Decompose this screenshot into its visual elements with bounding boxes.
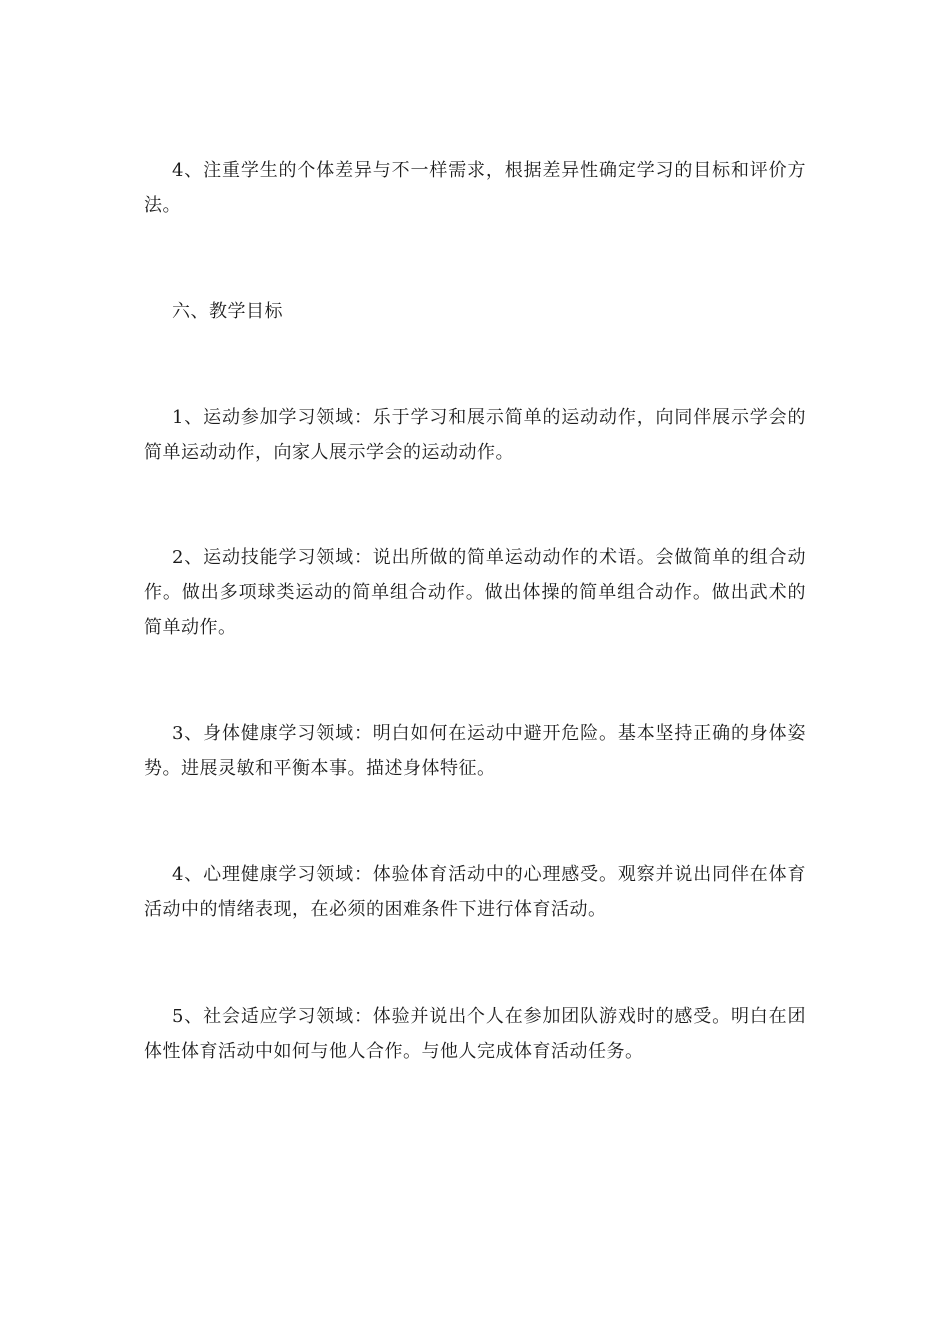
paragraph-sports-skills: 2、运动技能学习领域：说出所做的简单运动动作的术语。会做简单的组合动作。做出多项球类运动的简单组合动作。做出体操的简单组合动作。做出武术的简单动作。 (144, 547, 806, 638)
paragraph-sports-participation: 1、运动参加学习领域：乐于学习和展示简单的运动动作，向同伴展示学会的简单运动动作，向家人展示学会的运动动作。 (144, 407, 806, 463)
section-heading-teaching-goals: 六、教学目标 (172, 301, 283, 322)
paragraph-mental-health: 4、心理健康学习领域：体验体育活动中的心理感受。观察并说出同伴在体育活动中的情绪表现，在必须的困难条件下进行体育活动。 (144, 864, 806, 920)
paragraph-social-adaptation: 5、社会适应学习领域：体验并说出个人在参加团队游戏时的感受。明白在团体性体育活动中如何与他人合作。与他人完成体育活动任务。 (144, 1006, 806, 1062)
paragraph-individual-differences: 4、注重学生的个体差异与不一样需求，根据差异性确定学习的目标和评价方法。 (144, 160, 806, 216)
paragraph-physical-health: 3、身体健康学习领域：明白如何在运动中避开危险。基本坚持正确的身体姿势。进展灵敏和平衡本事。描述身体特征。 (144, 723, 806, 779)
